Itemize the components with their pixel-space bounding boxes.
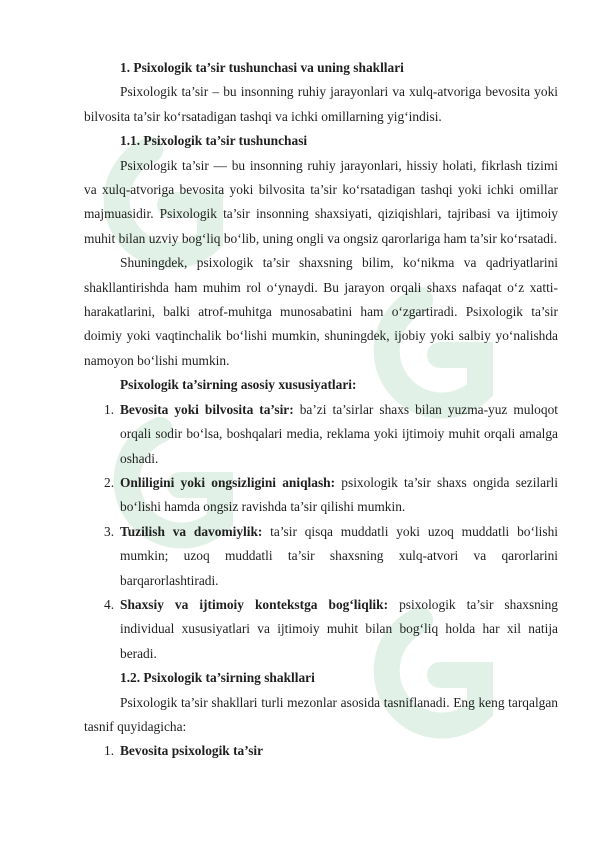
intro-paragraph: Psixologik ta’sir – bu insonning ruhiy jarayonlari va xulq-atvoriga bevosita yoki bilvosita ta’sir ko‘rsatadigan tashqi va ichki omillarning yig‘indisi. (84, 84, 558, 124)
list-item (84, 739, 558, 763)
list-item-text: psixologik ta’sir shaxs ongida sezilarli bo‘lishi hamda ongsiz ravishda ta’sir qilishi mumkin. (120, 474, 558, 515)
list-item (84, 520, 558, 593)
list-item-text: ta’sir qisqa muddatli yoki uzoq muddatli bo‘lishi mumkin; uzoq muddatli ta’sir shaxsning xulq-atvori va qarorlarini barqarorlashtiradi. (120, 523, 558, 588)
features-heading: Psixologik ta’sirning asosiy xususiyatlari: (120, 377, 357, 393)
list-item-title: Bevosita psixologik ta’sir (120, 743, 264, 759)
list-number: 4. (104, 596, 115, 612)
additional-paragraph: Shuningdek, psixologik ta’sir shaxsning bilim, ko‘nikma va qadriyatlarini shakllantirishda ham muhim rol o‘ynaydi. Bu jarayon orqali shaxs nafaqat o‘z xatti-harakatlarini, balki atrof-muhitga munosabatini ham o‘zgartiradi. Psixologik ta’sir doimiy yoki vaqtinchalik bo‘lishi mumkin, shuningdek, ijobiy yoki salbiy yo‘nalishda namoyon bo‘lishi mumkin. (84, 255, 558, 368)
list-number: 3. (104, 523, 115, 539)
list-item (84, 593, 558, 666)
list-number: 1. (104, 743, 115, 759)
list-item-title: Onliligini yoki ongsizligini aniqlash: (120, 474, 336, 490)
section-heading-1: 1. Psixologik ta’sir tushunchasi va uning shakllari (120, 60, 404, 75)
list-item (84, 398, 558, 471)
document-page (84, 56, 558, 764)
list-number: 1. (104, 401, 115, 417)
section-heading-1-2: 1.2. Psixologik ta’sirning shakllari (120, 670, 315, 686)
list-item (84, 471, 558, 520)
list-item-title: Bevosita yoki bilvosita ta’sir: (120, 401, 294, 417)
definition-paragraph: Psixologik ta’sir — bu insonning ruhiy jarayonlari, hissiy holati, fikrlash tizimi va xulq-atvoriga bevosita yoki bilvosita ta’sir ko‘rsatadigan tashqi yoki ichki omillar majmuasidir. Psixologik ta’sir insonning shaxsiyati, qiziqishlari, tajribasi va ijtimoiy muhit bilan uzviy bog‘liq bo‘lib, uning ongli va ongsiz qarorlariga ham ta’sir ko‘rsatadi. (84, 157, 558, 246)
section-heading-1-1: 1.1. Psixologik ta’sir tushunchasi (120, 133, 308, 149)
list-item-text: psixologik ta’sir shaxsning individual xususiyatlari va ijtimoiy muhit bilan bog‘liq holda har xil natija beradi. (120, 596, 558, 661)
list-item-title: Shaxsiy va ijtimoiy kontekstga bog‘liqlik: (120, 596, 389, 612)
classification-paragraph: Psixologik ta’sir shakllari turli mezonlar asosida tasniflanadi. Eng keng tarqalgan tasnif quyidagicha: (84, 694, 558, 734)
list-item-text: ba’zi ta’sirlar shaxs bilan yuzma-yuz muloqot orqali sodir bo‘lsa, boshqalari media, reklama yoki ijtimoiy muhit orqali amalga oshadi. (120, 401, 558, 466)
list-item-title: Tuzilish va davomiylik: (120, 523, 263, 539)
forms-list (84, 739, 558, 763)
list-number: 2. (104, 474, 115, 490)
features-list (84, 398, 558, 666)
